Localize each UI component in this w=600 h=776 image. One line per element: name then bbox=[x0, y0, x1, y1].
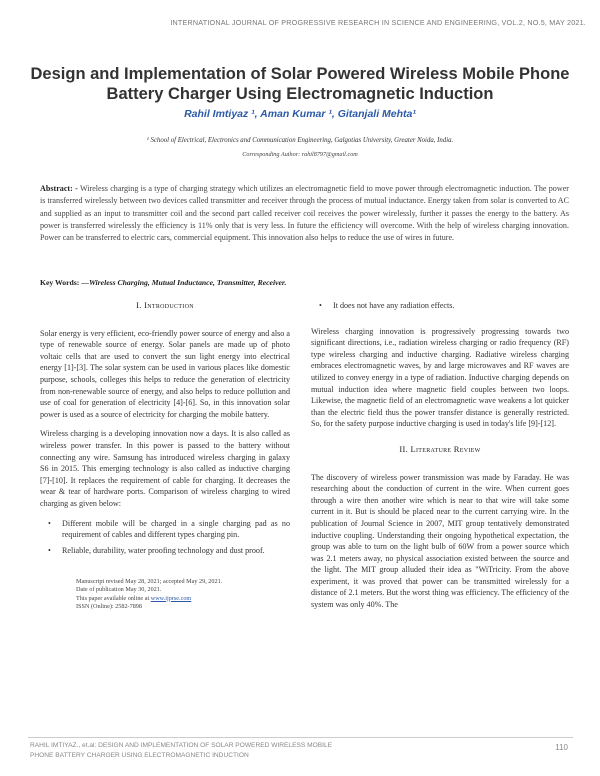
issn: ISSN (Online): 2582-7898 bbox=[76, 602, 142, 610]
affiliation: ¹ School of Electrical, Electronics and Communication Engineering, Galgotias University, Greater Noida, India. bbox=[146, 137, 454, 144]
paper-title: Design and Implementation of Solar Powered Wireless Mobile Phone Battery Charger Using Electromagnetic Induction bbox=[30, 65, 570, 103]
section-heading-introduction: I. Introduction bbox=[136, 300, 194, 310]
author-list: Rahil Imtiyaz ¹, Aman Kumar ¹, Gitanjali Mehta¹ bbox=[184, 108, 416, 120]
journal-header: INTERNATIONAL JOURNAL OF PROGRESSIVE RESEARCH IN SCIENCE AND ENGINEERING, VOL.2, NO.5, MAY 2021. bbox=[170, 18, 586, 27]
left-column bbox=[40, 300, 290, 611]
keywords-label: Key Words: bbox=[40, 278, 80, 287]
keywords-text: —Wireless Charging, Mutual Inductance, Transmitter, Receiver. bbox=[81, 278, 287, 287]
footer-line-2: PHONE BATTERY CHARGER USING ELECTROMAGNETIC INDUCTION bbox=[30, 752, 249, 759]
intro-paragraph-1: Solar energy is very efficient, eco-friendly power source of energy and also a type of renewable source of energy. Solar panels are made up of photo voltaic cells that are used to convert the sun light energy into electrical energy [1]-[3]. The solar system can be used in various places like domestic purpose, schools, colleges this helps to reduce the generation of electricity from non-renewable source of energy, and also helps to reduce pollution and use of coal for generation of electricity [4]-[6]. So, in this innovation solar power is used as a source of electricity for charging the mobile battery. bbox=[40, 328, 290, 419]
manuscript-dates: Manuscript revised May 28, 2021; accepted May 29, 2021. bbox=[76, 578, 223, 586]
section-heading-literature-review: II. Literature Review bbox=[399, 443, 481, 454]
abstract-text: Wireless charging is a type of charging strategy which utilizes an electromagnetic field to move power through electromagnetic induction. The power is transferred wirelessly between two devices called transmitter and receiver through the process of mutual inductance. Energy taken from solar is converted to AC and supplied as an input to transmitter coil and the second part called receiver coil receives the power wirelessly, further it passes the energy to the battery. As power is transferred wirelessly the efficiency is 11% only that is very less. In future the efficiency will overcome. With the help of wireless charging innovation. Power can be transferred to electric cars, commercial equipment. This innovation also helps to reduce the use of wires in future. bbox=[40, 184, 569, 243]
keywords bbox=[40, 278, 569, 287]
abstract bbox=[40, 183, 569, 244]
publication-info bbox=[40, 578, 290, 611]
journal-link[interactable]: www.ijprse.com bbox=[150, 594, 192, 602]
comparison-list-continued bbox=[311, 300, 569, 312]
corresponding-author: Corresponding Author: rahil8797@gmail.com bbox=[242, 151, 358, 158]
list-item: • Different mobile will be charged in a single charging pad as no requirement of cables and different types charging pin. bbox=[62, 518, 290, 541]
page-number: 110 bbox=[555, 743, 568, 752]
comparison-list bbox=[40, 518, 290, 557]
list-item: • It does not have any radiation effects. bbox=[333, 300, 569, 312]
online-availability bbox=[76, 595, 290, 603]
intro-paragraph-2: Wireless charging is a developing innovation now a days. It is also called as wireless power transfer. In this power is passed to the battery without connecting any wire. Samsung has introduced wireless charging in galaxy S6 in 2015. This emerging technology is also called as inductive charging [7]-[10]. It replaces the requirement of cable for charging. It decreases the wear & tear of hardware ports. Comparison of wireless charging to wired charging as given below: bbox=[40, 429, 290, 508]
right-column bbox=[311, 300, 569, 619]
footer-divider bbox=[28, 737, 573, 738]
publication-date: Date of publication May 30, 2021. bbox=[76, 586, 162, 594]
abstract-label: Abstract: - bbox=[40, 184, 78, 193]
footer-line-1: RAHIL IMTIYAZ., et.al: DESIGN AND IMPLEMENTATION OF SOLAR POWERED WIRELESS MOBILE bbox=[30, 742, 333, 749]
online-prefix: This paper available online at bbox=[76, 594, 151, 602]
wireless-charging-paragraph: Wireless charging innovation is progressively progressing towards two significant directions, i.e., radiation wireless charging or radio frequency (RF) type wireless charging and inductive charging. Radiative wireless charging embraces electromagnetic waves, by and large microwaves and RF waves are utilized to convey energy in a type of radiation. Inductive charging depends on mutual induction idea where magnetic field couples between two loops. Likewise, the magnetic field of an electromagnetic wave weakens a lot quicker than the electric field thus the power transfer distance is generally restricted. So, for the safety purpose inductive charging is used in today's life [9]-[12]. bbox=[311, 326, 569, 429]
literature-paragraph-1: The discovery of wireless power transmission was made by Faraday. He was researching about the conduction of current in the wire. When current goes through a wire then another wire which is near to that wire will take some current in it. But is should be placed near to the current carrying wire. In the publication of Journal Science in 2007, MIT group tentatively demonstrated inductive coupling. Understanding their ongoing hypothetical expectation, the group was able to turn on the light bulb of 60W from a power source which was 2.1 meters away, no physical association existed between the source and the light. The MIT group alluded their idea as "WiTricity. From the above experiment, it was proved that power can be transmitted wirelessly for a distance of 2.1 meters. But the worst thing was efficiency. The efficiency of the system was only 40%. The bbox=[311, 472, 569, 610]
list-item: • Reliable, durability, water proofing technology and dust proof. bbox=[62, 545, 290, 557]
running-footer bbox=[30, 741, 332, 761]
